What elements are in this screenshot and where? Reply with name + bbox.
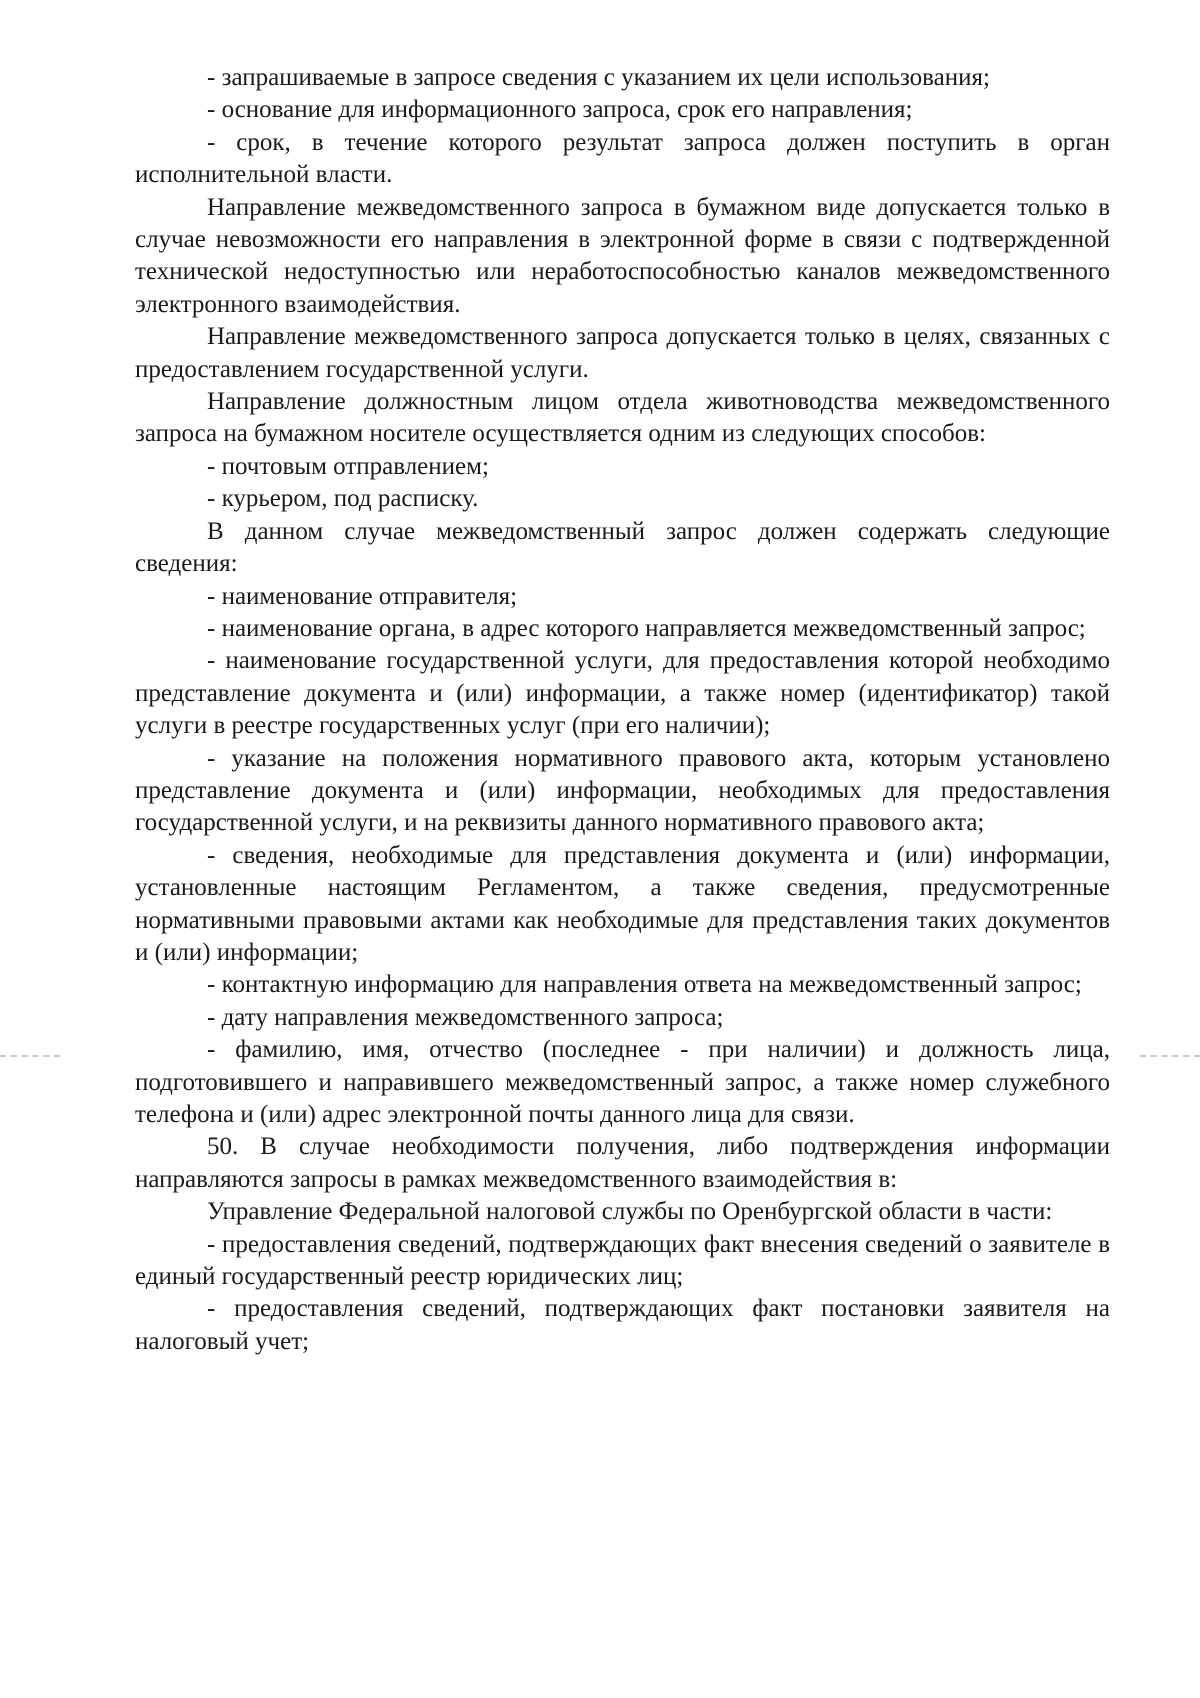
paragraph-19: Управление Федеральной налоговой службы по Оренбургской области в части: (207, 1198, 1053, 1226)
paragraph-9: В данном случае межведомственный запрос должен содержать следующие сведения: (135, 517, 1110, 578)
document-body (135, 62, 1110, 1358)
scan-margin-mark-right (1140, 1055, 1200, 1057)
paragraph-3: - срок, в течение которого результат запроса должен поступить в орган исполнительной власти. (135, 128, 1110, 189)
paragraph-12: - наименование государственной услуги, для предоставления которой необходимо представление документа и (или) информации, а также номер (идентификатор) такой услуги в реестре государственных услуг (при его наличии); (135, 647, 1110, 740)
paragraph-20: - предоставления сведений, подтверждающих факт внесения сведений о заявителе в единый государственный реестр юридических лиц; (135, 1230, 1110, 1291)
paragraph-15: - контактную информацию для направления ответа на межведомственный запрос; (207, 971, 1082, 999)
paragraph-13: - указание на положения нормативного правового акта, которым установлено представление документа и (или) информации, необходимых для предоставления государственной услуги, и на реквизиты данного нормативного правового акта; (135, 744, 1110, 837)
scan-margin-mark-left (0, 1055, 60, 1057)
paragraph-4: Направление межведомственного запроса в бумажном виде допускается только в случае невозможности его направления в электронной форме в связи с подтвержденной технической недоступностью или неработоспособностью каналов межведомственного электронного взаимодействия. (135, 193, 1110, 318)
paragraph-1: - запрашиваемые в запросе сведения с указанием их цели использования; (207, 64, 990, 91)
paragraph-2: - основание для информационного запроса, срок его направления; (207, 96, 913, 124)
paragraph-21: - предоставления сведений, подтверждающих факт постановки заявителя на налоговый учет; (135, 1295, 1110, 1355)
paragraph-14: - сведения, необходимые для представления документа и (или) информации, установленные настоящим Регламентом, а также сведения, предусмотренные нормативными правовыми актами как необходимые для представления таких документов и (или) информации; (135, 841, 1110, 966)
paragraph-6: Направление должностным лицом отдела животноводства межведомственного запроса на бумажном носителе осуществляется одним из следующих способов: (135, 388, 1110, 448)
paragraph-8: - курьером, под расписку. (207, 485, 479, 513)
paragraph-16: - дату направления межведомственного запроса; (207, 1003, 724, 1031)
paragraph-11: - наименование органа, в адрес которого направляется межведомственный запрос; (207, 614, 1086, 642)
paragraph-7: - почтовым отправлением; (207, 452, 489, 480)
paragraph-18: 50. В случае необходимости получения, либо подтверждения информации направляются запросы в рамках межведомственного взаимодействия в: (135, 1133, 1110, 1193)
paragraph-5: Направление межведомственного запроса допускается только в целях, связанных с предоставлением государственной услуги. (135, 323, 1110, 383)
paragraph-10: - наименование отправителя; (207, 582, 518, 610)
paragraph-17: - фамилию, имя, отчество (последнее - при наличии) и должность лица, подготовившего и направившего межведомственный запрос, а также номер служебного телефона и (или) адрес электронной почты данного лица для связи. (135, 1036, 1110, 1128)
